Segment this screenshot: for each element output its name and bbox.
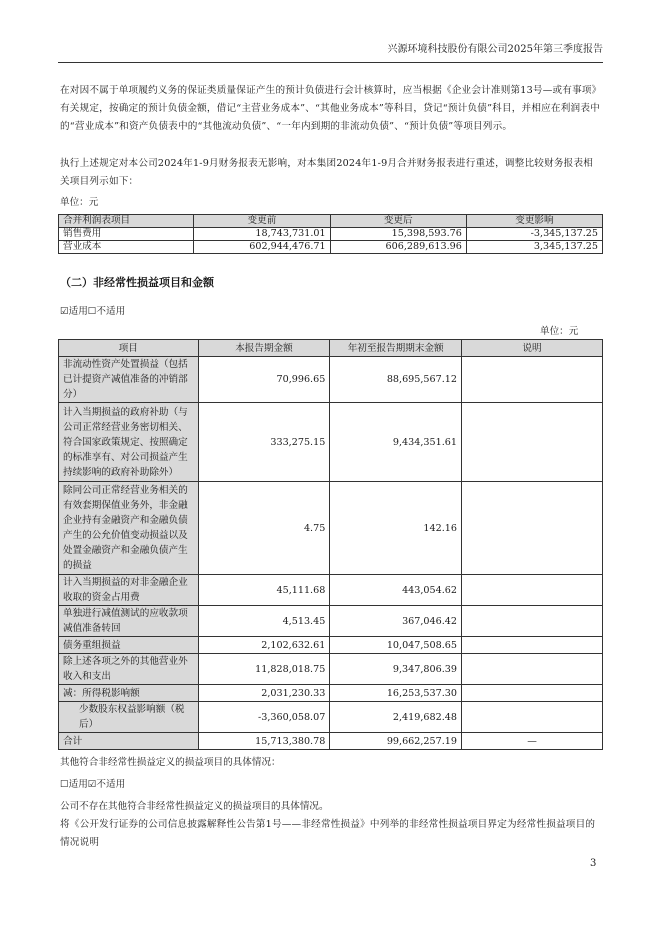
ytd-cell: 9,434,351.61 — [330, 403, 462, 482]
nonrecurring-table — [58, 339, 603, 750]
table-row — [59, 637, 603, 654]
unit-label-2: 单位：元 — [540, 326, 579, 337]
table-cell: -3,345,137.25 — [466, 228, 602, 241]
report-header: 兴源环境科技股份有限公司2025年第三季度报告 — [387, 44, 603, 55]
section-title: （二）非经常性损益项目和金额 — [60, 276, 214, 289]
item-cell: 合计 — [59, 733, 199, 750]
table-row — [59, 357, 603, 403]
item-cell: 减：所得税影响额 — [59, 685, 199, 702]
note-cell — [462, 702, 603, 733]
note-cell — [462, 606, 603, 637]
table-row — [59, 482, 603, 575]
note-cell — [462, 482, 603, 575]
ytd-cell: 142.16 — [330, 482, 462, 575]
table-row — [59, 606, 603, 637]
ytd-cell: 99,662,257.19 — [330, 733, 462, 750]
applicable-checkbox-line: ☑适用☐不适用 — [60, 306, 126, 317]
item-cell: 单独进行减值测试的应收款项减值准备转回 — [59, 606, 199, 637]
header-divider — [58, 62, 603, 63]
table-row — [59, 403, 603, 482]
unit-label-1: 单位：元 — [60, 197, 99, 208]
item-cell: 计入当期损益的政府补助（与公司正常经营业务密切相关、符合国家政策规定、按照确定的标准享有、对公司损益产生持续影响的政府补助除外） — [59, 403, 199, 482]
nonrecurring-table-header — [59, 340, 603, 357]
header-cell: 本报告期金额 — [198, 340, 330, 357]
current-cell: 4,513.45 — [198, 606, 330, 637]
note-cell — [462, 654, 603, 685]
table-cell: 18,743,731.01 — [194, 228, 330, 241]
reclassification-note: 将《公开发行证券的公司信息披露解释性公告第1号——非经常性损益》中列举的非经常性损益项目界定为经常性损益项目的情况说明 — [60, 819, 596, 848]
table-cell: 602,944,476.71 — [194, 241, 330, 254]
adjustment-table-header — [59, 215, 603, 228]
current-cell: 11,828,018.75 — [198, 654, 330, 685]
table-cell: 15,398,593.76 — [330, 228, 466, 241]
table-row — [59, 685, 603, 702]
note-cell — [462, 575, 603, 606]
current-cell: 2,031,230.33 — [198, 685, 330, 702]
total-row — [59, 733, 603, 750]
item-cell: 计入当期损益的对非金融企业收取的资金占用费 — [59, 575, 199, 606]
current-cell: 45,111.68 — [198, 575, 330, 606]
adjustment-table — [58, 214, 603, 254]
table-cell: 3,345,137.25 — [466, 241, 602, 254]
note-cell: — — [462, 733, 603, 750]
table-cell: 销售费用 — [59, 228, 194, 241]
table-cell: 606,289,613.96 — [330, 241, 466, 254]
header-cell: 合并利润表项目 — [59, 215, 194, 228]
no-other-items-statement: 公司不存在其他符合非经常性损益定义的损益项目的具体情况。 — [60, 801, 329, 812]
item-cell: 少数股东权益影响额（税后） — [59, 702, 199, 733]
ytd-cell: 10,047,508.65 — [330, 637, 462, 654]
current-cell: 4.75 — [198, 482, 330, 575]
header-cell: 变更前 — [194, 215, 330, 228]
ytd-cell: 16,253,537.30 — [330, 685, 462, 702]
ytd-cell: 443,054.62 — [330, 575, 462, 606]
header-cell: 变更后 — [330, 215, 466, 228]
other-items-label: 其他符合非经常性损益定义的损益项目的具体情况： — [60, 757, 281, 768]
current-cell: 15,713,380.78 — [198, 733, 330, 750]
table-cell: 营业成本 — [59, 241, 194, 254]
current-cell: 2,102,632.61 — [198, 637, 330, 654]
note-cell — [462, 637, 603, 654]
ytd-cell: 9,347,806.39 — [330, 654, 462, 685]
not-applicable-checkbox-line: ☐适用☑不适用 — [60, 779, 126, 790]
table-row — [59, 575, 603, 606]
note-cell — [462, 403, 603, 482]
item-cell: 除同公司正常经营业务相关的有效套期保值业务外，非金融企业持有金融资产和金融负债产生的公允价值变动损益以及处置金融资产和金融负债产生的损益 — [59, 482, 199, 575]
note-cell — [462, 357, 603, 403]
current-cell: -3,360,058.07 — [198, 702, 330, 733]
current-cell: 70,996.65 — [198, 357, 330, 403]
ytd-cell: 88,695,567.12 — [330, 357, 462, 403]
header-cell: 变更影响 — [466, 215, 602, 228]
table-row — [59, 702, 603, 733]
intro-paragraph-2: 执行上述规定对本公司2024年1-9月财务报表无影响，对本集团2024年1-9月合并财务报表进行重述，调整比较财务报表相关项目列示如下： — [60, 158, 594, 187]
table-row — [59, 228, 603, 241]
table-row — [59, 241, 603, 254]
current-cell: 333,275.15 — [198, 403, 330, 482]
header-cell: 说明 — [462, 340, 603, 357]
item-cell: 债务重组损益 — [59, 637, 199, 654]
intro-paragraph-1: 在对因不属于单项履约义务的保证类质量保证产生的预计负债进行会计核算时，应当根据《企业会计准则第13号—或有事项》有关规定，按确定的预计负债金额，借记“主营业务成本”、“其他业务成本”等科目，贷记“预计负债”科目，并相应在利润表中的“营业成本”和资产负债表中的“其他流动负债”、“一年内到期的非流动负债”、“预计负债”等项目列示。 — [60, 85, 600, 132]
header-cell: 年初至报告期期末金额 — [330, 340, 462, 357]
ytd-cell: 2,419,682.48 — [330, 702, 462, 733]
item-cell: 除上述各项之外的其他营业外收入和支出 — [59, 654, 199, 685]
ytd-cell: 367,046.42 — [330, 606, 462, 637]
item-cell: 非流动性资产处置损益（包括已计提资产减值准备的冲销部分） — [59, 357, 199, 403]
header-cell: 项目 — [59, 340, 199, 357]
page-number: 3 — [590, 858, 597, 869]
table-row — [59, 654, 603, 685]
note-cell — [462, 685, 603, 702]
